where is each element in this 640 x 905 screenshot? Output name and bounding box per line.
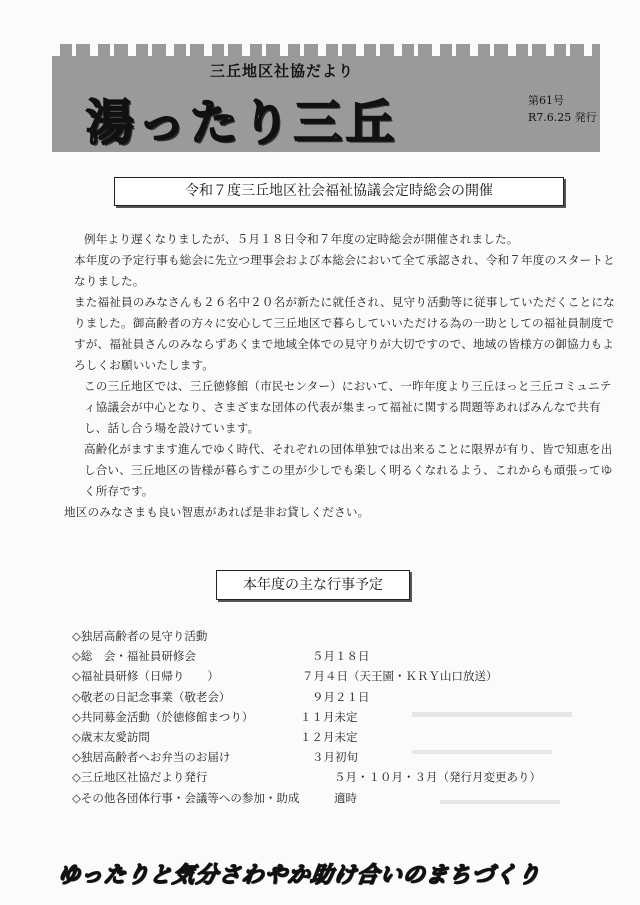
event-name: ◇その他各団体行事・会議等への参加・助成 — [72, 790, 300, 805]
event-name: ◇敬老の日記念事業（敬老会） — [72, 689, 231, 704]
event-name: ◇独居高齢者の見守り活動 — [72, 629, 208, 643]
event-name: ◇共同募金活動（於徳修館まつり） — [72, 709, 254, 724]
schedule-row — [72, 646, 592, 666]
event-schedule — [72, 626, 592, 808]
banner-decoration — [52, 44, 600, 56]
event-date: １１月未定 — [300, 709, 358, 724]
issue-date: R7.6.25 発行 — [528, 111, 597, 124]
footer-slogan: ゆったりと気分さわやか助け合いのまちづくり — [55, 863, 543, 888]
schedule-row — [72, 767, 592, 787]
newsletter-title: 湯ったり三丘 — [86, 95, 399, 151]
paragraph: 本年度の予定行事も総会に先立つ理事会および本総会において全て承認され、令和７年度のスタートとなりました。 — [74, 253, 615, 288]
event-name: ◇福祉員研修（日帰り ） — [72, 669, 219, 684]
article-body — [64, 229, 620, 523]
event-date: ７月４日（天王園・ＫＲＹ山口放送） — [302, 669, 498, 684]
paragraph: また福祉員のみなさんも２６名中２０名が新たに就任され、見守り活動等に従事していただくことになりました。御高齢者の方々に安心して三丘地区で暮らしていいただける為の一助としての福祉員制度ですが、福祉員さんのみならずあくまで地域全体での見守りが大切ですので、地域の皆様方の御協力もよろしくお願いいたします。 — [74, 295, 615, 372]
paragraph: 高齢化がますます進んでゆく時代、それぞれの団体単独では出来ることに限界が有り、皆で知恵を出し合い、三丘地区の皆様が暮らすこの里が少しでも楽しく明るくなれるよう、これからも頑張ってゆく所存です。 — [84, 442, 613, 498]
paragraph: 地区のみなさまも良い智恵があれば是非お貸しください。 — [64, 505, 370, 519]
schedule-row — [72, 666, 592, 686]
schedule-row — [72, 747, 592, 767]
newsletter-subtitle: 三丘地区社協だより — [210, 62, 355, 80]
paragraph: 例年より遅くなりましたが、５月１８日令和７年度の定時総会が開催されました。 — [84, 232, 519, 246]
schedule-row — [72, 687, 592, 707]
schedule-row — [72, 707, 592, 727]
issue-number: 第61号 — [528, 94, 564, 107]
section-heading-events: 本年度の主な行事予定 — [216, 570, 410, 600]
event-date: ５月・１０月・３月（発行月変更あり） — [334, 770, 541, 785]
header-banner — [52, 44, 600, 152]
event-name: ◇独居高齢者へお弁当のお届け — [72, 750, 231, 765]
paragraph: この三丘地区では、三丘徳修館（市民センター）において、一昨年度より三丘ほっと三丘コミュニティ協議会が中心となり、さまざまな団体の代表が集まって福祉に関する問題等あればみんなで共有し、話し合う場を設けています。 — [84, 379, 612, 435]
event-date: １２月未定 — [300, 729, 358, 744]
event-date: 適時 — [334, 790, 357, 805]
event-date: ９月２１日 — [312, 689, 370, 704]
schedule-row — [72, 727, 592, 747]
issue-info — [528, 92, 597, 126]
event-name: ◇総 会・福祉員研修会 — [72, 649, 196, 664]
schedule-row — [72, 626, 592, 646]
event-name: ◇三丘地区社協だより発行 — [72, 770, 208, 785]
schedule-row — [72, 788, 592, 808]
event-date: ３月初旬 — [312, 750, 358, 765]
event-date: ５月１８日 — [312, 649, 370, 664]
section-heading-general-meeting: 令和７度三丘地区社会福祉協議会定時総会の開催 — [114, 177, 564, 206]
event-name: ◇歳末友愛訪問 — [72, 729, 150, 744]
